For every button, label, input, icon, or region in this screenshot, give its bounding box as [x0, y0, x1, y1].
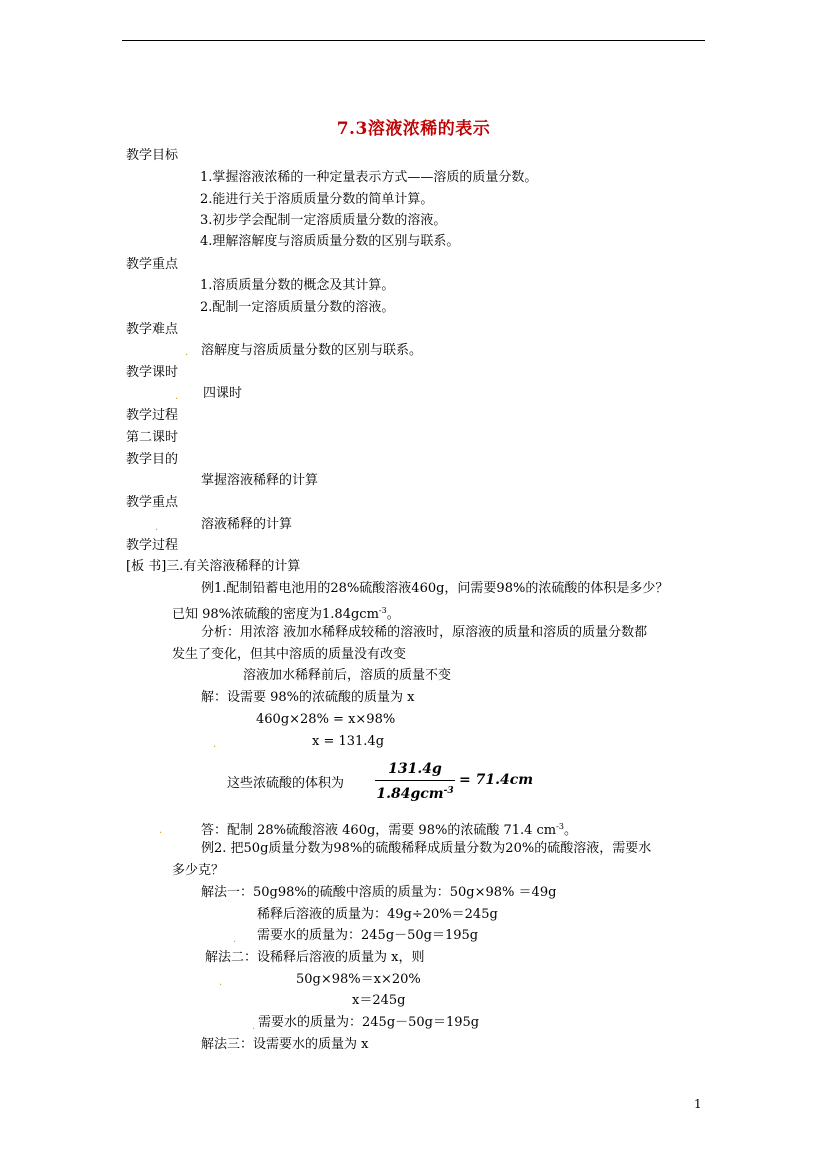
marker-dot: . — [233, 934, 237, 945]
marker-dot: . — [252, 1021, 256, 1032]
goal-item: 3.初步学会配制一定溶质质量分数的溶液。 — [200, 213, 447, 228]
method1-line: 稀释后溶液的质量为：49g÷20%＝245g — [257, 907, 498, 922]
analysis-text: 发生了变化，但其中溶质的质量没有改变 — [172, 647, 407, 662]
key-points-heading: 教学重点 — [126, 257, 179, 272]
key2-heading: 教学重点 — [126, 495, 179, 510]
method3-line: 解法三：设需要水的质量为 x — [201, 1037, 369, 1052]
solution-line: x = 131.4g — [312, 734, 385, 749]
example1-answer: 答：配制 28%硫酸溶液 460g，需要 98%的浓硫酸 71.4 $cm^{-3}$。 — [201, 822, 577, 838]
marker-dot: . — [185, 347, 189, 358]
formula-label: 这些浓硫酸的体积为 — [227, 776, 345, 791]
fraction-bar — [375, 780, 455, 781]
example2-question: 例2. 把50g质量分数为98%的硫酸稀释成质量分数为20%的硫酸溶液，需要水 — [201, 841, 652, 856]
marker-dot: . — [159, 825, 163, 836]
hours-heading: 教学课时 — [126, 365, 179, 380]
method2-line: 需要水的质量为：245g－50g＝195g — [258, 1015, 480, 1030]
fraction-denominator: 1.84gcm$^{-3}$ — [376, 786, 454, 802]
marker-dot: . — [155, 522, 159, 533]
goal-item: 4.理解溶解度与溶质质量分数的区别与联系。 — [200, 234, 460, 249]
formula-result: = 71.4cm — [459, 772, 534, 788]
fraction-numerator: 131.4g — [388, 761, 442, 777]
difficulties-text: 溶解度与溶质质量分数的区别与联系。 — [201, 343, 423, 358]
key2-text: 溶液稀释的计算 — [201, 517, 293, 532]
method1-line: 解法一：50g98%的硫酸中溶质的质量为：50g×98% ＝49g — [201, 885, 557, 900]
method2-line: 50g×98%＝x×20% — [296, 972, 421, 987]
fraction — [375, 760, 455, 801]
process2-heading: 教学过程 — [126, 538, 179, 553]
key-point-item: 1.溶质质量分数的概念及其计算。 — [200, 278, 395, 293]
difficulties-heading: 教学难点 — [126, 322, 179, 337]
analysis-text: 分析：用浓溶 液加水稀释成较稀的溶液时，原溶液的质量和溶质的质量分数都 — [201, 625, 648, 640]
goals-heading: 教学目标 — [126, 148, 179, 163]
method2-line: 解法二：设稀释后溶液的质量为 x，则 — [205, 950, 425, 965]
solution-line: 460g×28% = x×98% — [256, 712, 396, 727]
key-point-item: 2.配制一定溶质质量分数的溶液。 — [200, 300, 395, 315]
marker-dot: . — [219, 977, 223, 988]
process-heading: 教学过程 — [126, 408, 179, 423]
method1-line: 需要水的质量为：245g－50g＝195g — [257, 928, 479, 943]
hours-text: 四课时 — [203, 386, 243, 401]
header-rule — [122, 40, 705, 41]
method2-line: x＝245g — [352, 993, 406, 1008]
goal-item: 2.能进行关于溶质质量分数的简单计算。 — [200, 192, 434, 207]
page-title: 7.3溶液浓稀的表示 — [336, 119, 491, 139]
marker-dot: . — [175, 391, 179, 402]
goal2-text: 掌握溶液稀释的计算 — [201, 473, 319, 488]
page-number: 1 — [694, 1097, 702, 1111]
lesson-label: 第二课时 — [126, 430, 179, 445]
example2-question: 多少克？ — [172, 863, 225, 878]
goal2-heading: 教学目的 — [126, 452, 179, 467]
solution-line: 解：设需要 98%的浓硫酸的质量为 x — [201, 690, 415, 705]
example1-question: 例1.配制铅蓄电池用的28%硫酸溶液460g，问需要98%的浓硫酸的体积是多少？ — [201, 581, 669, 596]
example1-given: 已知 98%浓硫酸的密度为1.84gcm$^{-3}$。 — [172, 606, 400, 622]
goal-item: 1.掌握溶液浓稀的一种定量表示方式——溶质的质量分数。 — [200, 170, 538, 185]
analysis-text: 溶液加水稀释前后，溶质的质量不变 — [243, 668, 452, 683]
board-line: [板 书]三.有关溶液稀释的计算 — [126, 559, 301, 574]
marker-dot: . — [213, 739, 217, 750]
